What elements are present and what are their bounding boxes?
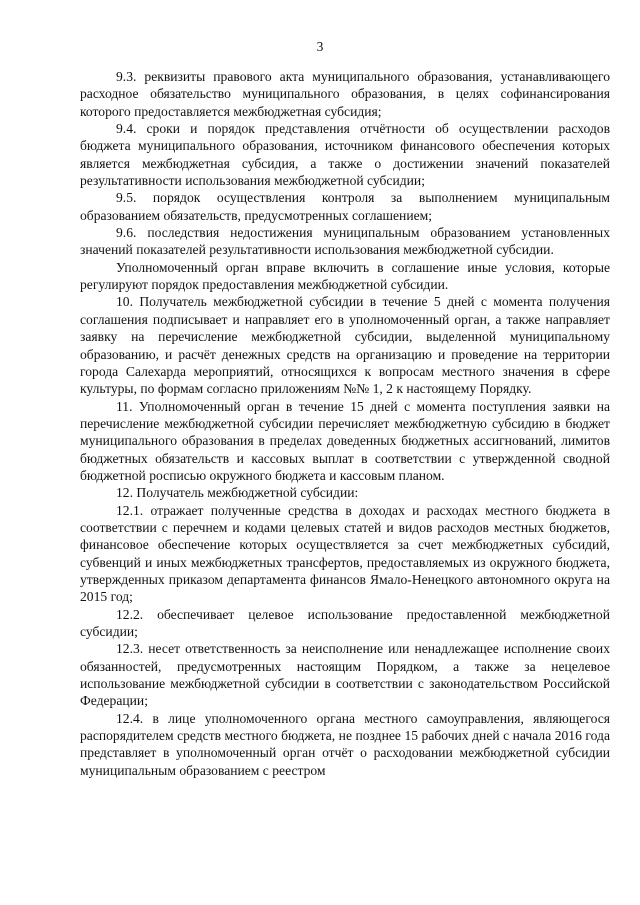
paragraph-12-4: 12.4. в лице уполномоченного органа местного самоуправления, являющегося распорядителем средств местного бюджета, не позднее 15 рабочих дней с начала 2016 года представляет в уполномоченный орган отчёт о расходовании межбюджетной субсидии муниципальным образованием с реестром (80, 710, 610, 778)
paragraph-9-4: 9.4. сроки и порядок представления отчётности об осуществлении расходов бюджета муниципального образования, источником финансового обеспечения которых является межбюджетная субсидия, а также о достижении значений показателей результативности использования межбюджетной субсидии; (80, 121, 610, 189)
paragraph-additional-conditions: Уполномоченный орган вправе включить в соглашение иные условия, которые регулируют порядок предоставления межбюджетной субсидии. (80, 259, 610, 293)
page-number: 3 (316, 39, 324, 54)
paragraph-12-3: 12.3. несет ответственность за неисполнение или ненадлежащее исполнение своих обязанностей, предусмотренных настоящим Порядком, а также за нецелевое использование межбюджетной субсидии в соответствии с законодательством Российской Федерации; (80, 641, 610, 709)
paragraph-11: 11. Уполномоченный орган в течение 15 дней с момента поступления заявки на перечисление межбюджетной субсидии перечисляет межбюджетную субсидию в бюджет муниципального образования в пределах доведенных бюджетных ассигнований, лимитов бюджетных обязательств и кассовых выплат в соответствии с утвержденной сводной бюджетной росписью окружного бюджета и кассовым планом. (80, 398, 610, 483)
paragraph-9-5: 9.5. порядок осуществления контроля за выполнением муниципальным образованием обязательств, предусмотренных соглашением; (80, 190, 610, 223)
document-body (80, 68, 610, 779)
paragraph-9-3: 9.3. реквизиты правового акта муниципального образования, устанавливающего расходное обязательство муниципального образования, в целях софинансирования которого предоставляется межбюджетная субсидия; (80, 69, 610, 119)
paragraph-12-1: 12.1. отражает полученные средства в доходах и расходах местного бюджета в соответствии с перечнем и кодами целевых статей и видов расходов местных бюджетов, финансовое обеспечение которых осуществляется за счет межбюджетных субсидий, субвенций и иных межбюджетных трансфертов, предоставляемых из окружного бюджета, утвержденных приказом департамента финансов Ямало-Ненецкого автономного округа на 2015 год; (80, 502, 610, 605)
paragraph-9-6: 9.6. последствия недостижения муниципальным образованием установленных значений показателей результативности использования межбюджетной субсидии. (80, 225, 610, 258)
paragraph-10: 10. Получатель межбюджетной субсидии в течение 5 дней с момента получения соглашения подписывает и направляет его в уполномоченный орган, а также направляет заявку на перечисление межбюджетной субсидии, выделенной муниципальному образованию, и расчёт денежных средств на организацию и проведение на территории города Салехарда мероприятий, относящихся к вопросам местного значения в сфере культуры, по формам согласно приложениям №№ 1, 2 к настоящему Порядку. (80, 294, 610, 397)
paragraph-12-2: 12.2. обеспечивает целевое использование предоставленной межбюджетной субсидии; (80, 606, 610, 639)
paragraph-12: 12. Получатель межбюджетной субсидии: (116, 485, 359, 501)
